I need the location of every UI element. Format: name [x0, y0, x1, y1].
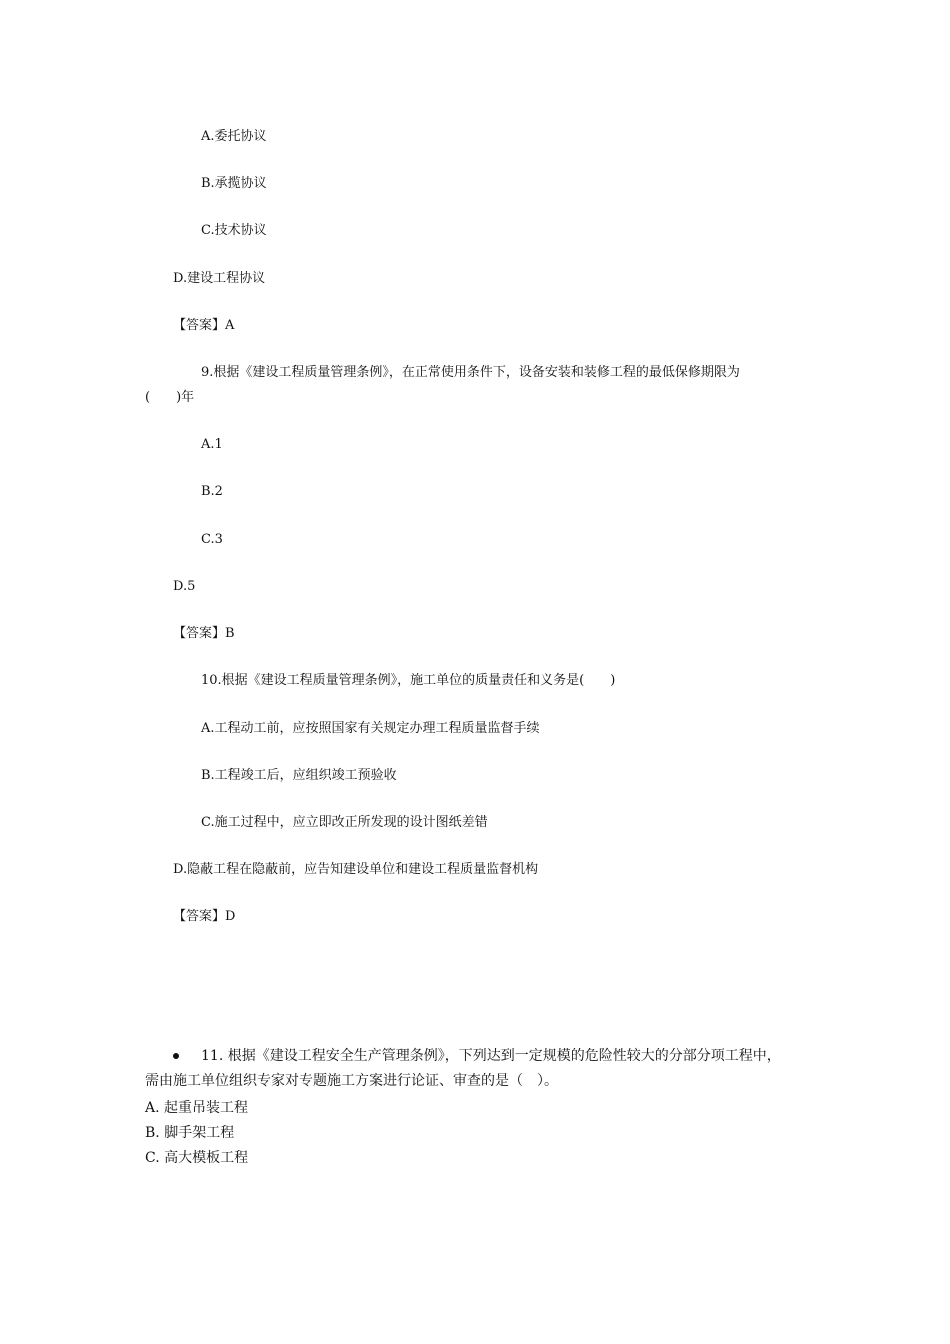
q10-answer: 【答案】D: [173, 909, 236, 924]
q10-option-c: C.施工过程中，应立即改正所发现的设计图纸差错: [201, 815, 488, 830]
bullet-icon: [173, 1053, 179, 1059]
q11-option-c: C. 高大模板工程: [145, 1150, 249, 1166]
q10-option-d: D.隐蔽工程在隐蔽前，应告知建设单位和建设工程质量监督机构: [173, 862, 539, 877]
q9-stem-line1: 9.根据《建设工程质量管理条例》，在正常使用条件下，设备安装和装修工程的最低保修期限为: [201, 365, 740, 380]
q9-option-a: A.1: [201, 437, 223, 452]
q9-option-d: D.5: [173, 579, 196, 594]
q9-answer: 【答案】B: [173, 626, 235, 641]
q9-stem-line2: ( )年: [145, 390, 195, 405]
q8-answer: 【答案】A: [173, 318, 235, 333]
q10-option-a: A.工程动工前，应按照国家有关规定办理工程质量监督手续: [201, 721, 540, 736]
q8-option-c: C.技术协议: [201, 223, 267, 238]
q8-option-b: B.承揽协议: [201, 176, 267, 191]
q11-option-a: A. 起重吊装工程: [145, 1100, 249, 1116]
q9-option-b: B.2: [201, 484, 223, 499]
q11-stem-line2: 需由施工单位组织专家对专题施工方案进行论证、审查的是（ ）。: [145, 1073, 558, 1089]
q11-stem-line1: 11. 根据《建设工程安全生产管理条例》，下列达到一定规模的危险性较大的分部分项工程中，: [201, 1048, 781, 1064]
q10-option-b: B.工程竣工后，应组织竣工预验收: [201, 768, 397, 783]
q10-stem: 10.根据《建设工程质量管理条例》，施工单位的质量责任和义务是( ): [201, 673, 616, 688]
q9-option-c: C.3: [201, 532, 223, 547]
q8-option-a: A.委托协议: [201, 129, 267, 144]
q11-option-b: B. 脚手架工程: [145, 1125, 235, 1141]
q8-option-d: D.建设工程协议: [173, 271, 266, 286]
